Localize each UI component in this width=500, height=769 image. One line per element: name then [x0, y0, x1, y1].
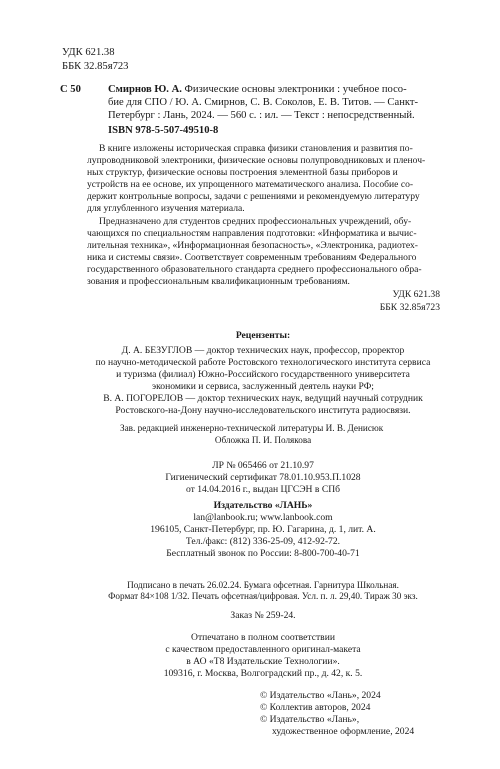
cover-credit: Обложка П. И. Полякова — [214, 435, 312, 445]
purpose-line: государственного образовательного стандарта среднего профессионального обра- — [87, 264, 422, 275]
publisher-contacts[interactable]: lan@lanbook.ru; www.lanbook.com — [193, 512, 333, 523]
printing-line: 109316, г. Москва, Волгоградский пр., д. 42, к. 5. — [163, 668, 363, 679]
reviewers-list — [80, 345, 446, 417]
license-line: Гигиенический сертификат 78.01.10.953.П.1028 — [165, 472, 361, 483]
printing-house — [87, 632, 439, 680]
author-mark: С 50 — [60, 84, 81, 95]
license-line: ЛР № 065466 от 21.10.97 — [212, 460, 314, 471]
purpose-line: зования и профессиональным квалификационным требованиям. — [87, 276, 350, 287]
publisher-address: 196105, Санкт-Петербург, пр. Ю. Гагарина, д. 1, лит. А. — [150, 524, 376, 535]
udk-code-bottom: УДК 621.38 — [392, 289, 440, 300]
purpose-line: чающихся по специальностям направления подготовки: «Информатика и вычис- — [87, 228, 417, 239]
license-info — [87, 460, 439, 496]
reviewer-line: Ростовского-на-Дону научно-исследовательского института радиосвязи. — [115, 405, 411, 416]
printing-line: Отпечатано в полном соответствии — [191, 632, 335, 643]
copyright-line: © Издательство «Лань», 2024 — [260, 690, 381, 701]
publisher-name: Издательство «ЛАНЬ» — [213, 500, 313, 511]
printing-line: в АО «Т8 Издательские Технологии». — [186, 656, 340, 667]
bib-author: Смирнов Ю. А. — [108, 84, 182, 95]
bbk-code-top: ББК 32.85я723 — [62, 61, 129, 72]
printing-line: с качеством предоставленного оригинал-макета — [165, 644, 361, 655]
udk-code-top: УДК 621.38 — [62, 47, 115, 58]
bib-line3: Петербург : Лань, 2024. — 560 с. : ил. — Текст : непосредственный. — [108, 110, 415, 121]
abstract — [87, 143, 439, 215]
reviewer-line: Д. А. БЕЗУГЛОВ — доктор технических наук, профессор, проректор — [121, 345, 405, 356]
copyright-line: © Издательство «Лань», — [260, 714, 360, 725]
copyright-block — [260, 690, 460, 738]
publisher-hotline: Бесплатный звонок по России: 8-800-700-40-71 — [166, 548, 360, 559]
purpose-statement — [87, 216, 439, 288]
abstract-line: для углубленного изучения материала. — [87, 203, 245, 214]
isbn: ISBN 978-5-507-49510-8 — [108, 125, 219, 136]
bib-line1: Физические основы электроники : учебное посо- — [181, 84, 407, 95]
print-line: Подписано в печать 26.02.24. Бумага офсетная. Гарнитура Школьная. — [127, 580, 399, 590]
reviewer-line: и туризма (филиал) Южно-Российского государственного университета — [116, 369, 410, 380]
copyright-line: © Коллектив авторов, 2024 — [260, 702, 371, 713]
purpose-line: ника и системы связи». Соответствует современным требованиям Федерального — [87, 252, 417, 263]
bib-line2: бие для СПО / Ю. А. Смирнов, С. В. Соколов, Е. В. Титов. — Санкт- — [108, 97, 419, 108]
reviewer-line: экономики и сервиса, заслуженный деятель науки РФ; — [152, 381, 374, 392]
abstract-line: В книге изложены историческая справка физики становления и развития по- — [99, 143, 413, 154]
bbk-code-bottom: ББК 32.85я723 — [379, 302, 440, 313]
reviewers-heading: Рецензенты: — [235, 330, 291, 341]
publisher-phone: Тел./факс: (812) 336-25-09, 412-92-72. — [185, 536, 341, 547]
bibliographic-record — [108, 83, 438, 122]
editor-credit: Зав. редакцией инженерно-технической литературы И. В. Денисюк — [120, 423, 384, 433]
abstract-line: устройств на ее основе, их упрощенного математического анализа. Пособие со- — [87, 179, 414, 190]
purpose-line: Предназначено для студентов средних профессиональных учреждений, обу- — [99, 216, 412, 227]
print-line: Формат 84×108 1/32. Печать офсетная/цифровая. Усл. п. л. 29,40. Тираж 30 экз. — [108, 591, 418, 601]
copyright-line: художественное оформление, 2024 — [272, 726, 415, 737]
abstract-line: ных структур, физические основы построения элементной базы приборов и — [87, 167, 398, 178]
abstract-line: держит контрольные вопросы, задачи с решениями и рекомендуемую литературу — [87, 191, 420, 202]
license-line: от 14.04.2016 г., выдан ЦГСЭН в СПб — [185, 484, 341, 495]
print-details — [72, 580, 454, 602]
purpose-line: лительная техника», «Информационная безопасность», «Электроника, радиотех- — [87, 240, 418, 251]
abstract-line: лупроводниковой электроники, физические основы полупроводниковых и пленоч- — [87, 155, 426, 166]
order-number: Заказ № 259-24. — [230, 610, 296, 621]
publisher-info — [87, 500, 439, 560]
reviewer-line: по научно-методической работе Ростовского технологического института сервиса — [95, 357, 431, 368]
reviewer-line: В. А. ПОГОРЕЛОВ — доктор технических наук, ведущий научный сотрудник — [103, 393, 423, 404]
